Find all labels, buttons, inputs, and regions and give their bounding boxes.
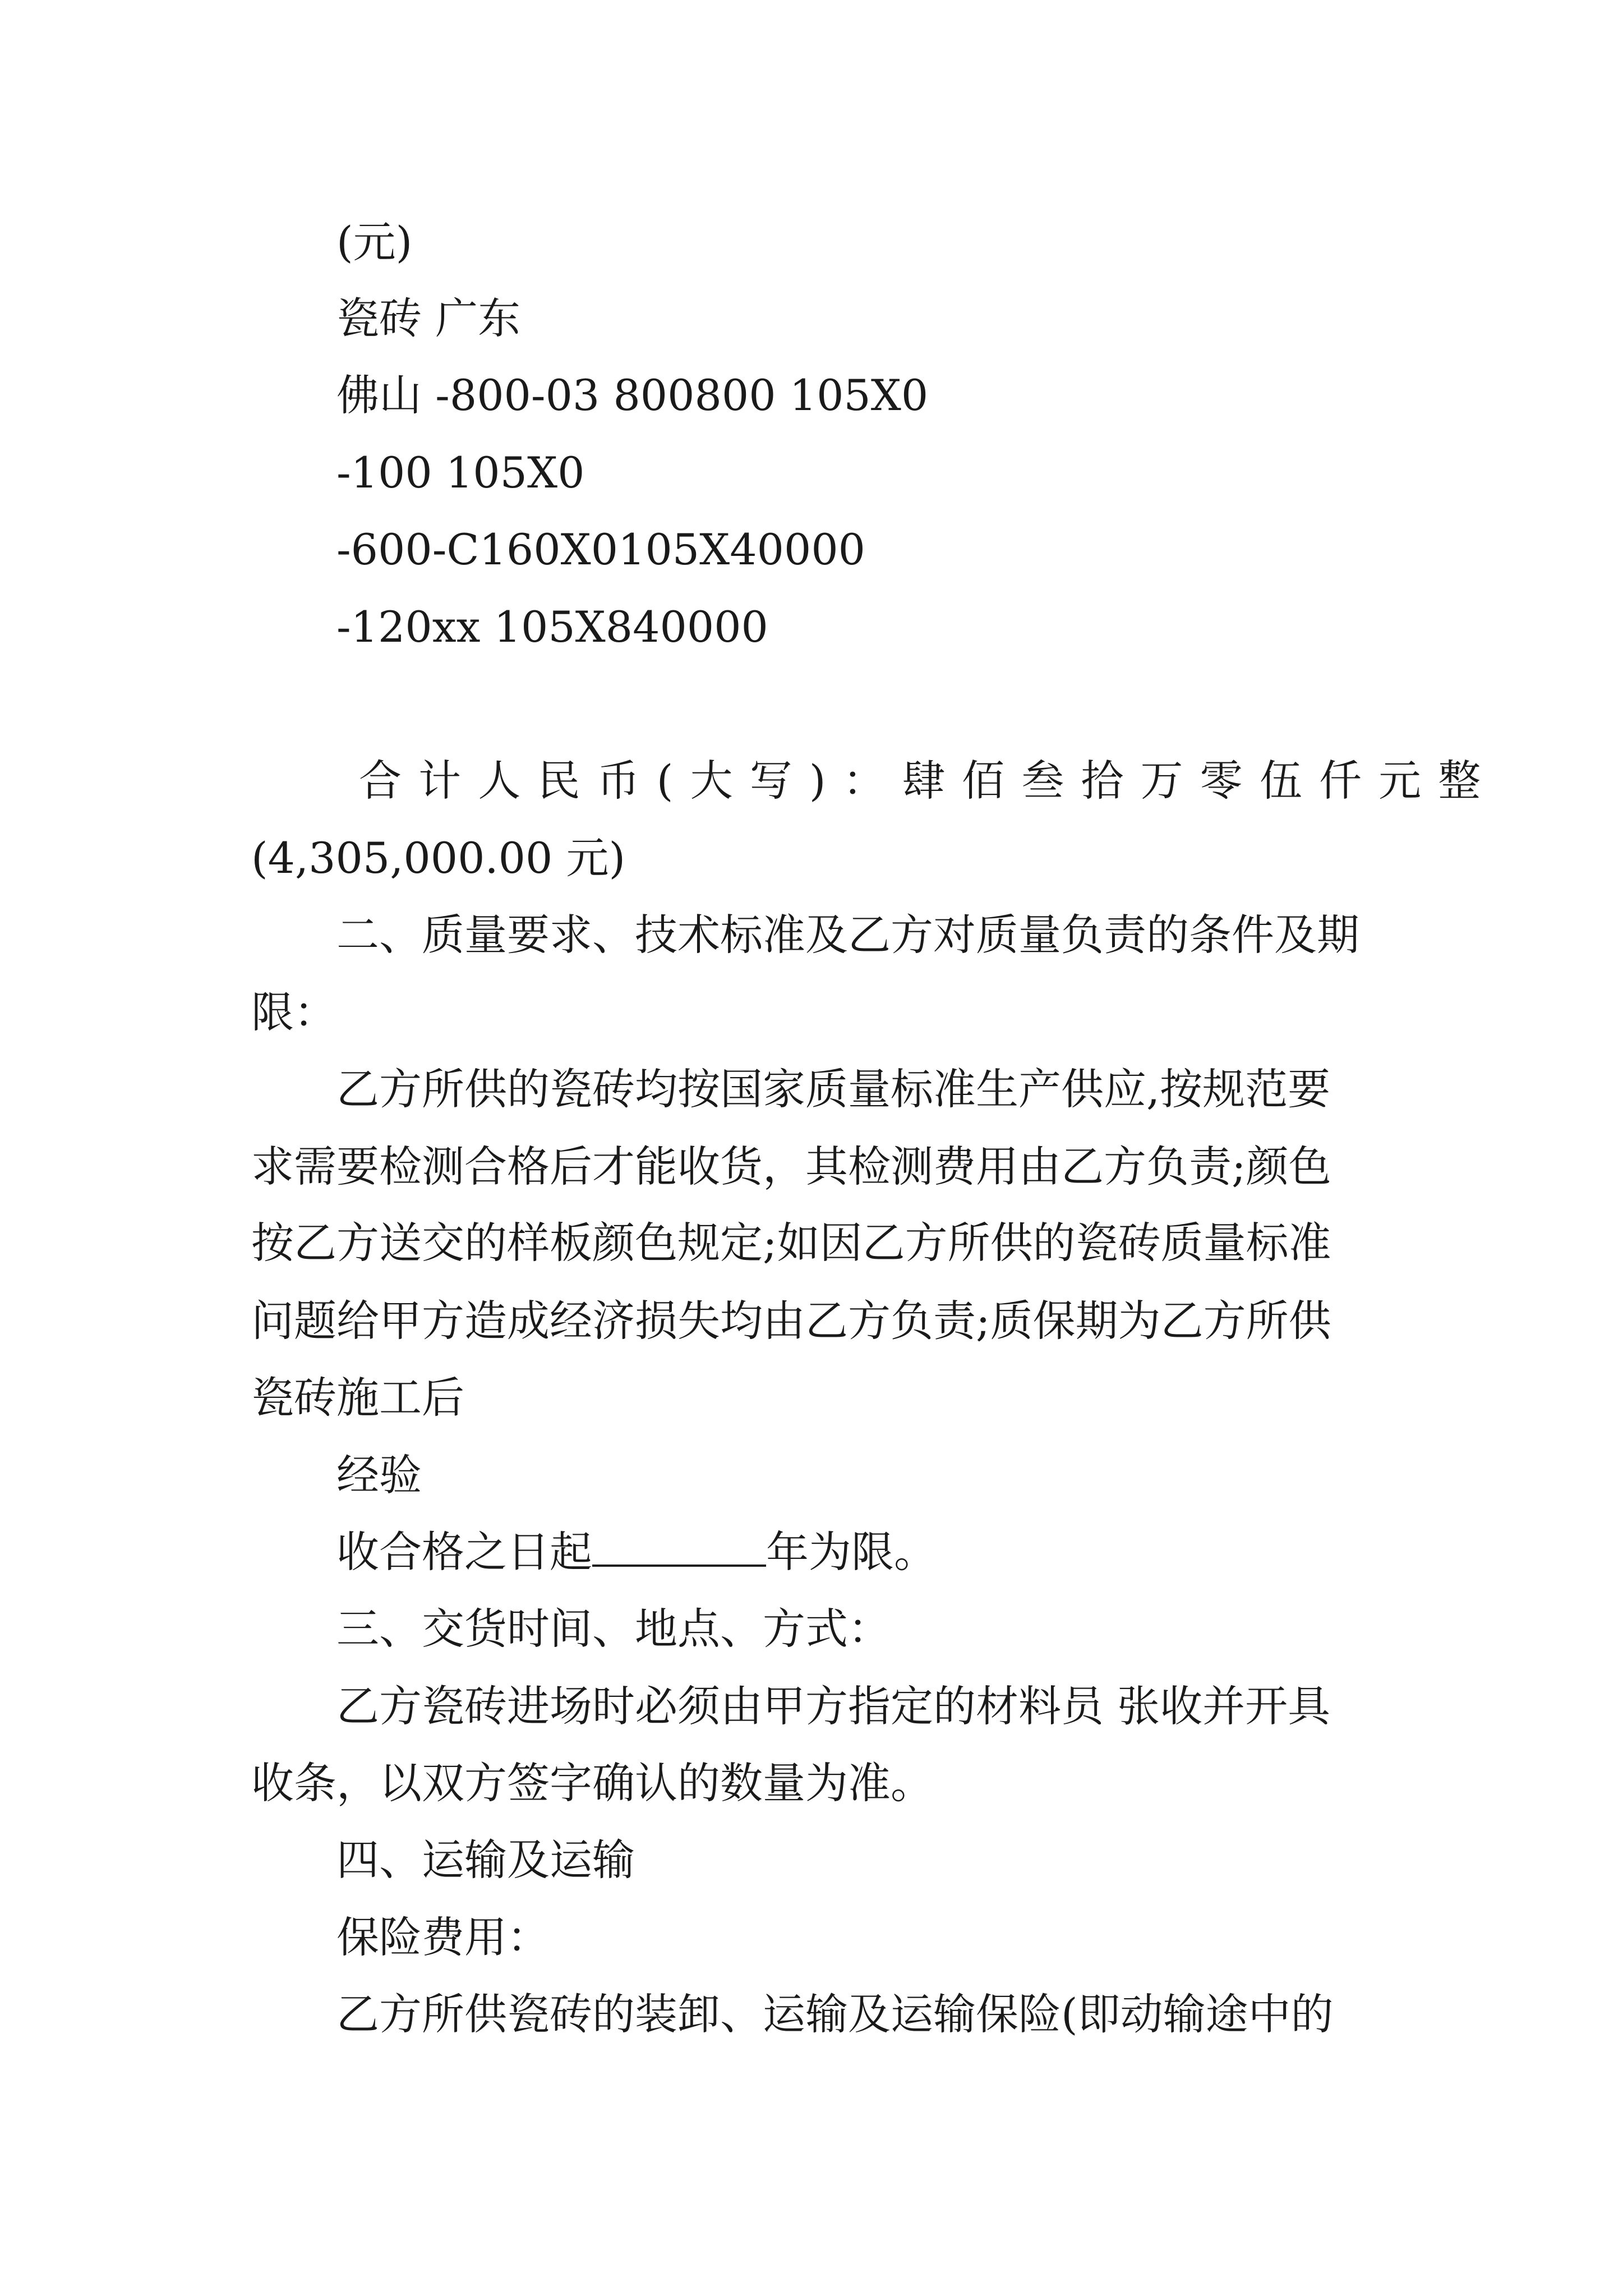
paragraph-line: 乙方所供的瓷砖均按国家质量标准生产供应,按规范要 — [336, 1064, 1331, 1114]
paragraph-line: 问题给甲方造成经济损失均由乙方负责;质保期为乙方所供 — [251, 1296, 1331, 1346]
warranty-line — [336, 1524, 937, 1580]
warranty-suffix: 年为限。 — [766, 1527, 937, 1577]
total-amount-number: (4,305,000.00 元) — [251, 833, 626, 883]
paragraph-line: 求需要检测合格后才能收货，其检测费用由乙方负责;颜色 — [251, 1142, 1331, 1191]
text-line-spec-2: -100 105X0 — [336, 448, 585, 498]
paragraph-line: 按乙方送交的样板颜色规定;如因乙方所供的瓷砖质量标准 — [251, 1218, 1331, 1268]
section-2-heading-cont: 限： — [251, 987, 336, 1037]
text-line-product: 瓷砖 广东 — [336, 293, 521, 343]
paragraph-line: 瓷砖施工后 — [251, 1373, 464, 1423]
total-amount-words: 合 计 人 民 币 ( 大 写 ) ： 肆 佰 叁 拾 万 零 伍 仟 元 整 — [359, 756, 1483, 806]
text-line-unit: (元) — [336, 217, 413, 267]
warranty-years-blank[interactable] — [592, 1529, 766, 1567]
section-4-heading-cont: 保险费用： — [336, 1912, 550, 1962]
paragraph-line: 经验 — [336, 1450, 422, 1500]
section-4-heading: 四、运输及运输 — [336, 1835, 635, 1885]
text-line-spec-1: 佛山 -800-03 800800 105X0 — [336, 370, 929, 420]
text-line-spec-3: -600-C160X0105X40000 — [336, 524, 866, 574]
warranty-prefix: 收合格之日起 — [336, 1527, 592, 1577]
paragraph-line: 乙方所供瓷砖的装卸、运输及运输保险(即动输途中的 — [336, 1989, 1334, 2039]
text-line-spec-4: -120xx 105X840000 — [336, 602, 768, 652]
paragraph-line: 乙方瓷砖进场时必须由甲方指定的材料员 张收并开具 — [336, 1681, 1331, 1731]
section-2-heading: 二、质量要求、技术标准及乙方对质量负责的条件及期 — [336, 910, 1359, 960]
section-3-heading: 三、交货时间、地点、方式： — [336, 1604, 891, 1654]
paragraph-line: 收条，以双方签字确认的数量为准。 — [251, 1758, 933, 1808]
